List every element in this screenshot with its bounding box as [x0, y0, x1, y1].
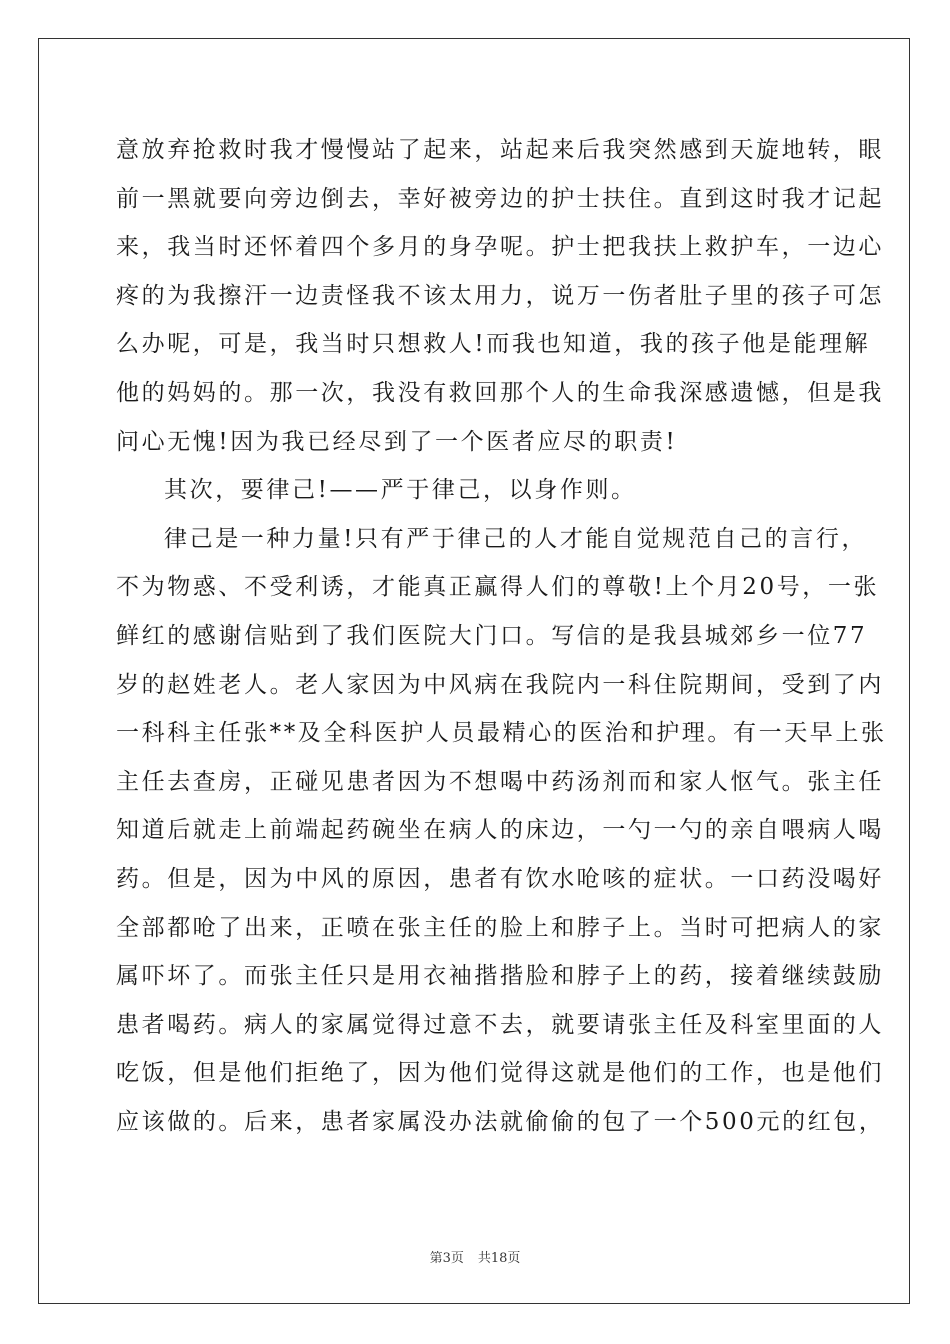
document-body: [116, 126, 887, 1146]
text-line: 不为物惑、不受利诱，才能真正赢得人们的尊敬!上个月20号，一张: [116, 574, 880, 601]
text-line: 其次，要律己!——严于律己，以身作则。: [164, 477, 637, 504]
text-line: 问心无愧!因为我已经尽到了一个医者应尽的职责!: [116, 428, 678, 455]
text-line: 药。但是，因为中风的原因，患者有饮水呛咳的症状。一口药没喝好: [116, 865, 884, 892]
text-line: 他的妈妈的。那一次，我没有救回那个人的生命我深感遗憾，但是我: [116, 379, 884, 406]
text-line: 一科科主任张**及全科医护人员最精心的医治和护理。有一天早上张: [116, 720, 887, 747]
text-line: 前一黑就要向旁边倒去，幸好被旁边的护士扶住。直到这时我才记起: [116, 185, 884, 212]
text-line: 知道后就走上前端起药碗坐在病人的床边，一勺一勺的亲自喂病人喝: [116, 817, 884, 844]
text-line: 主任去查房，正碰见患者因为不想喝中药汤剂而和家人怄气。张主任: [116, 768, 884, 795]
text-line: 疼的为我擦汗一边责怪我不该太用力，说万一伤者肚子里的孩子可怎: [116, 282, 884, 309]
text-line: 意放弃抢救时我才慢慢站了起来，站起来后我突然感到天旋地转，眼: [116, 137, 884, 163]
page-number-total: 共18页: [477, 1251, 521, 1266]
text-line: 律己是一种力量!只有严于律己的人才能自觉规范自己的言行，: [164, 525, 868, 552]
text-line: 么办呢，可是，我当时只想救人!而我也知道，我的孩子他是能理解: [116, 331, 871, 358]
text-line: 岁的赵姓老人。老人家因为中风病在我院内一科住院期间，受到了内: [116, 671, 884, 698]
text-line: 吃饭，但是他们拒绝了，因为他们觉得这就是他们的工作，也是他们: [116, 1060, 884, 1087]
page-number-current: 第3页: [429, 1251, 464, 1266]
text-line: 患者喝药。病人的家属觉得过意不去，就要请张主任及科室里面的人: [116, 1011, 884, 1038]
text-line: 应该做的。后来，患者家属没办法就偷偷的包了一个500元的红包，: [116, 1108, 885, 1135]
page-footer: [0, 1247, 950, 1266]
text-line: 属吓坏了。而张主任只是用衣袖揩揩脸和脖子上的药，接着继续鼓励: [116, 963, 884, 990]
text-line: 来，我当时还怀着四个多月的身孕呢。护士把我扶上救护车，一边心: [116, 234, 884, 261]
text-line: 鲜红的感谢信贴到了我们医院大门口。写信的是我县城郊乡一位77: [116, 622, 868, 649]
text-line: 全部都呛了出来，正喷在张主任的脸上和脖子上。当时可把病人的家: [116, 914, 884, 941]
